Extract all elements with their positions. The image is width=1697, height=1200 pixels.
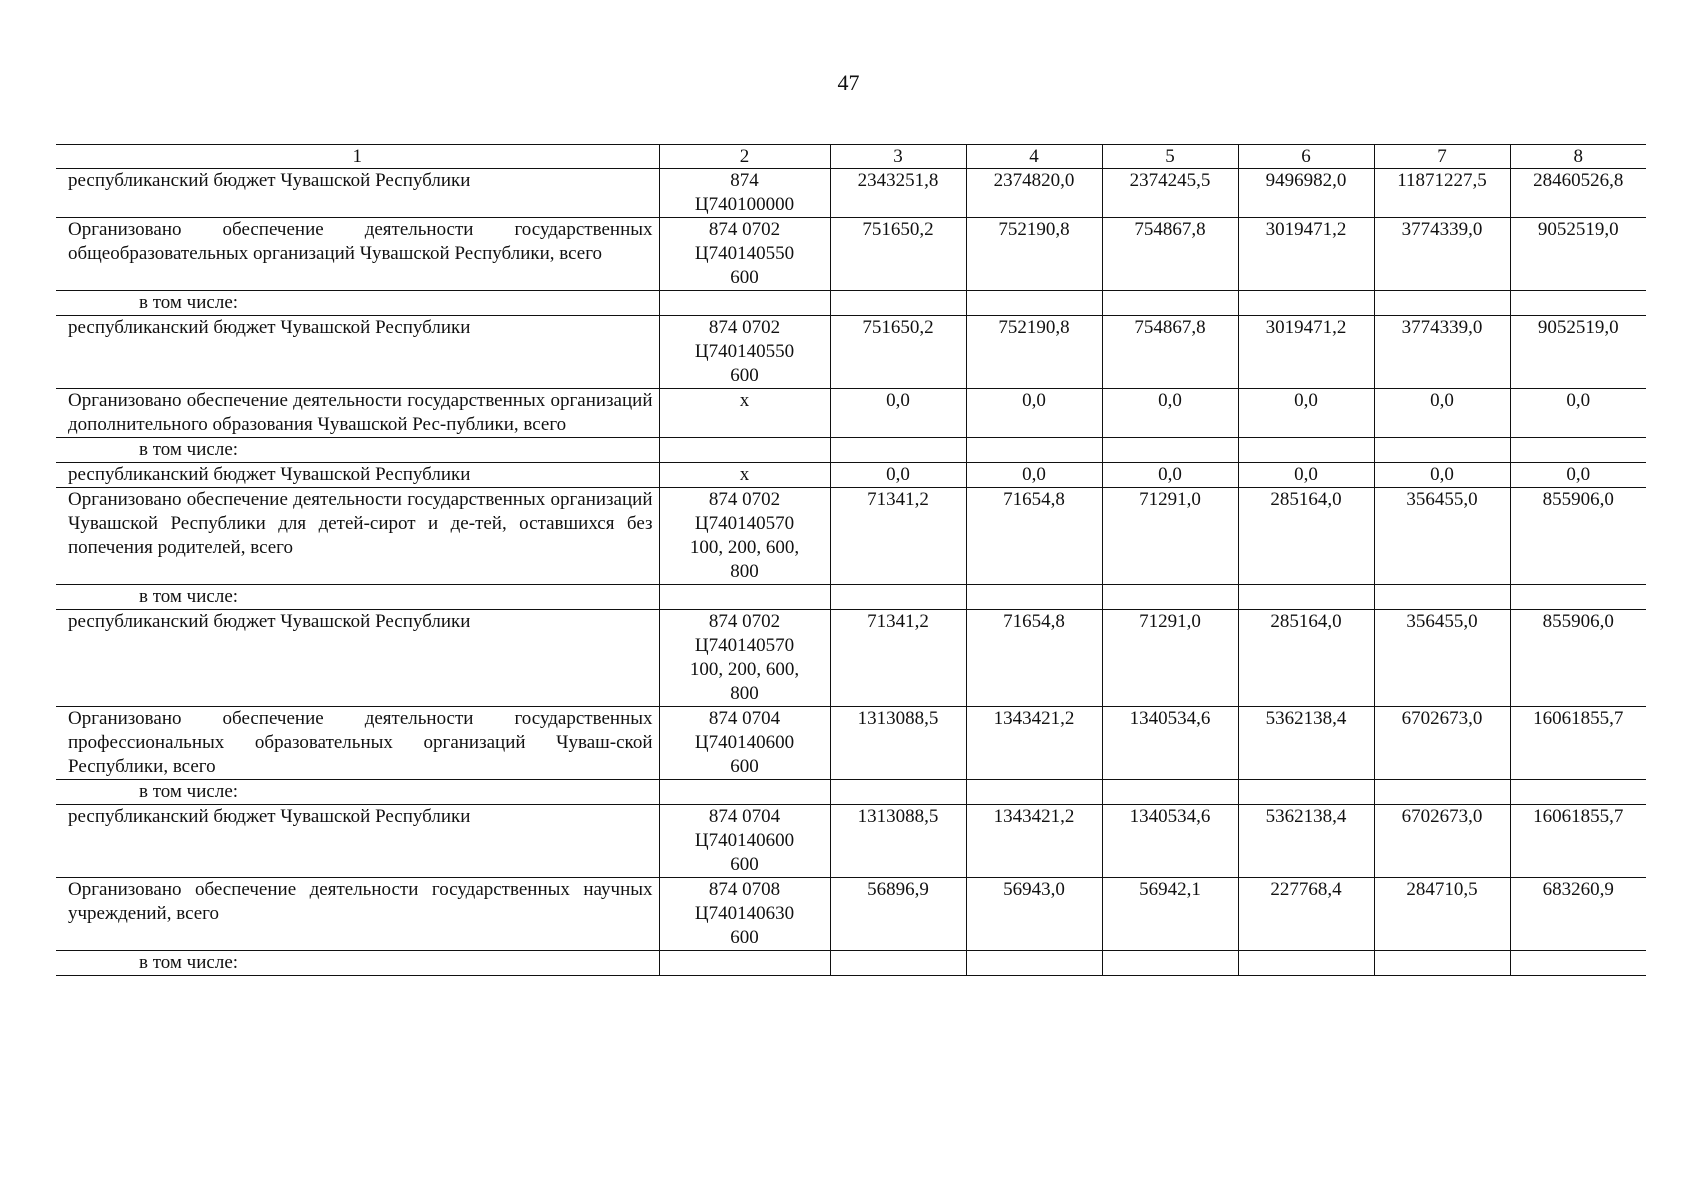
amount-cell: 56943,0 (966, 878, 1102, 951)
table-row (56, 707, 1646, 780)
amount-cell (1238, 438, 1374, 463)
including-label-cell: в том числе: (56, 438, 659, 463)
page-number: 47 (837, 70, 860, 95)
amount-cell: 71291,0 (1102, 610, 1238, 707)
including-label-cell: в том числе: (56, 291, 659, 316)
amount-cell: 9052519,0 (1510, 316, 1646, 389)
amount-cell: 5362138,4 (1238, 805, 1374, 878)
budget-code-cell: 874 0704 Ц740140600 600 (659, 805, 830, 878)
table-row (56, 316, 1646, 389)
including-label-cell: в том числе: (56, 780, 659, 805)
amount-cell: 2343251,8 (830, 169, 966, 218)
budget-code-cell: 874 0702 Ц740140550 600 (659, 218, 830, 291)
column-number-header: 2 (659, 145, 830, 169)
amount-cell (966, 951, 1102, 976)
table-row (56, 878, 1646, 951)
amount-cell (1374, 291, 1510, 316)
amount-cell: 3774339,0 (1374, 218, 1510, 291)
amount-cell: 2374820,0 (966, 169, 1102, 218)
amount-cell (1238, 585, 1374, 610)
amount-cell (1374, 585, 1510, 610)
amount-cell (830, 780, 966, 805)
amount-cell: 71341,2 (830, 488, 966, 585)
amount-cell (1374, 780, 1510, 805)
table-row (56, 438, 1646, 463)
amount-cell (1510, 291, 1646, 316)
amount-cell: 71654,8 (966, 610, 1102, 707)
amount-cell (1102, 780, 1238, 805)
amount-cell: 1340534,6 (1102, 805, 1238, 878)
budget-code-cell: 874 0708 Ц740140630 600 (659, 878, 830, 951)
amount-cell: 56942,1 (1102, 878, 1238, 951)
amount-cell: 0,0 (1510, 463, 1646, 488)
description-cell: Организовано обеспечение деятельности государственных организаций Чувашской Республики для детей-сирот и де-тей, оставшихся без попечения родителей, всего (56, 488, 659, 585)
amount-cell (1510, 780, 1646, 805)
budget-code-cell (659, 291, 830, 316)
amount-cell (1238, 780, 1374, 805)
amount-cell (1510, 438, 1646, 463)
amount-cell: 752190,8 (966, 218, 1102, 291)
amount-cell (966, 585, 1102, 610)
budget-code-cell: 874 0704 Ц740140600 600 (659, 707, 830, 780)
including-label-cell: в том числе: (56, 585, 659, 610)
amount-cell: 1340534,6 (1102, 707, 1238, 780)
amount-cell: 0,0 (1102, 389, 1238, 438)
amount-cell: 1343421,2 (966, 805, 1102, 878)
amount-cell: 0,0 (830, 389, 966, 438)
amount-cell: 855906,0 (1510, 610, 1646, 707)
column-number-header: 5 (1102, 145, 1238, 169)
amount-cell (1102, 585, 1238, 610)
budget-code-cell: 874 Ц740100000 (659, 169, 830, 218)
amount-cell: 6702673,0 (1374, 707, 1510, 780)
amount-cell: 285164,0 (1238, 488, 1374, 585)
amount-cell: 0,0 (1510, 389, 1646, 438)
amount-cell: 11871227,5 (1374, 169, 1510, 218)
table-row (56, 389, 1646, 438)
amount-cell (830, 585, 966, 610)
budget-code-cell (659, 438, 830, 463)
amount-cell: 0,0 (830, 463, 966, 488)
budget-code-cell: х (659, 463, 830, 488)
amount-cell: 0,0 (1102, 463, 1238, 488)
amount-cell: 356455,0 (1374, 610, 1510, 707)
amount-cell: 0,0 (1238, 463, 1374, 488)
table-row (56, 951, 1646, 976)
amount-cell: 71291,0 (1102, 488, 1238, 585)
budget-code-cell (659, 780, 830, 805)
column-number-header: 3 (830, 145, 966, 169)
amount-cell (1510, 951, 1646, 976)
description-cell: Организовано обеспечение деятельности государственных профессиональных образовательных организаций Чуваш-ской Республики, всего (56, 707, 659, 780)
amount-cell: 227768,4 (1238, 878, 1374, 951)
table-row (56, 488, 1646, 585)
description-cell: республиканский бюджет Чувашской Республики (56, 169, 659, 218)
budget-table (56, 144, 1646, 976)
table-row (56, 585, 1646, 610)
amount-cell: 71341,2 (830, 610, 966, 707)
amount-cell: 9496982,0 (1238, 169, 1374, 218)
column-number-header-row (56, 145, 1646, 169)
budget-code-cell: 874 0702 Ц740140570 100, 200, 600, 800 (659, 610, 830, 707)
amount-cell (830, 951, 966, 976)
description-cell: Организовано обеспечение деятельности государственных общеобразовательных организаций Чувашской Республики, всего (56, 218, 659, 291)
budget-code-cell: 874 0702 Ц740140570 100, 200, 600, 800 (659, 488, 830, 585)
table-row (56, 610, 1646, 707)
budget-code-cell (659, 585, 830, 610)
including-label-cell: в том числе: (56, 951, 659, 976)
budget-code-cell: 874 0702 Ц740140550 600 (659, 316, 830, 389)
amount-cell: 5362138,4 (1238, 707, 1374, 780)
amount-cell (1102, 438, 1238, 463)
amount-cell: 3019471,2 (1238, 218, 1374, 291)
amount-cell: 754867,8 (1102, 218, 1238, 291)
amount-cell: 2374245,5 (1102, 169, 1238, 218)
column-number-header: 4 (966, 145, 1102, 169)
amount-cell (1510, 585, 1646, 610)
amount-cell: 9052519,0 (1510, 218, 1646, 291)
amount-cell: 754867,8 (1102, 316, 1238, 389)
amount-cell (1238, 291, 1374, 316)
budget-table-body (56, 145, 1646, 976)
column-number-header: 1 (56, 145, 659, 169)
table-row (56, 805, 1646, 878)
amount-cell: 752190,8 (966, 316, 1102, 389)
amount-cell: 0,0 (1374, 389, 1510, 438)
amount-cell: 71654,8 (966, 488, 1102, 585)
amount-cell: 356455,0 (1374, 488, 1510, 585)
description-cell: республиканский бюджет Чувашской Республики (56, 610, 659, 707)
amount-cell: 285164,0 (1238, 610, 1374, 707)
amount-cell (1102, 951, 1238, 976)
budget-code-cell (659, 951, 830, 976)
amount-cell: 56896,9 (830, 878, 966, 951)
column-number-header: 7 (1374, 145, 1510, 169)
amount-cell: 1343421,2 (966, 707, 1102, 780)
amount-cell (1102, 291, 1238, 316)
amount-cell: 3019471,2 (1238, 316, 1374, 389)
amount-cell (830, 291, 966, 316)
amount-cell: 16061855,7 (1510, 805, 1646, 878)
amount-cell: 1313088,5 (830, 805, 966, 878)
amount-cell (1374, 951, 1510, 976)
amount-cell: 0,0 (966, 463, 1102, 488)
description-cell: республиканский бюджет Чувашской Республики (56, 805, 659, 878)
amount-cell: 751650,2 (830, 218, 966, 291)
description-cell: республиканский бюджет Чувашской Республики (56, 316, 659, 389)
amount-cell (966, 438, 1102, 463)
amount-cell: 683260,9 (1510, 878, 1646, 951)
table-row (56, 169, 1646, 218)
amount-cell: 0,0 (1238, 389, 1374, 438)
amount-cell (966, 291, 1102, 316)
amount-cell: 0,0 (966, 389, 1102, 438)
table-row (56, 291, 1646, 316)
amount-cell (830, 438, 966, 463)
amount-cell: 284710,5 (1374, 878, 1510, 951)
amount-cell (1374, 438, 1510, 463)
description-cell: Организовано обеспечение деятельности государственных научных учреждений, всего (56, 878, 659, 951)
table-row (56, 463, 1646, 488)
amount-cell: 1313088,5 (830, 707, 966, 780)
description-cell: республиканский бюджет Чувашской Республики (56, 463, 659, 488)
amount-cell (966, 780, 1102, 805)
column-number-header: 8 (1510, 145, 1646, 169)
table-row (56, 218, 1646, 291)
amount-cell: 28460526,8 (1510, 169, 1646, 218)
table-row (56, 780, 1646, 805)
amount-cell: 3774339,0 (1374, 316, 1510, 389)
amount-cell: 0,0 (1374, 463, 1510, 488)
amount-cell: 16061855,7 (1510, 707, 1646, 780)
amount-cell: 751650,2 (830, 316, 966, 389)
budget-code-cell: х (659, 389, 830, 438)
amount-cell: 6702673,0 (1374, 805, 1510, 878)
amount-cell (1238, 951, 1374, 976)
amount-cell: 855906,0 (1510, 488, 1646, 585)
column-number-header: 6 (1238, 145, 1374, 169)
description-cell: Организовано обеспечение деятельности государственных организаций дополнительного образования Чувашской Рес-публики, всего (56, 389, 659, 438)
